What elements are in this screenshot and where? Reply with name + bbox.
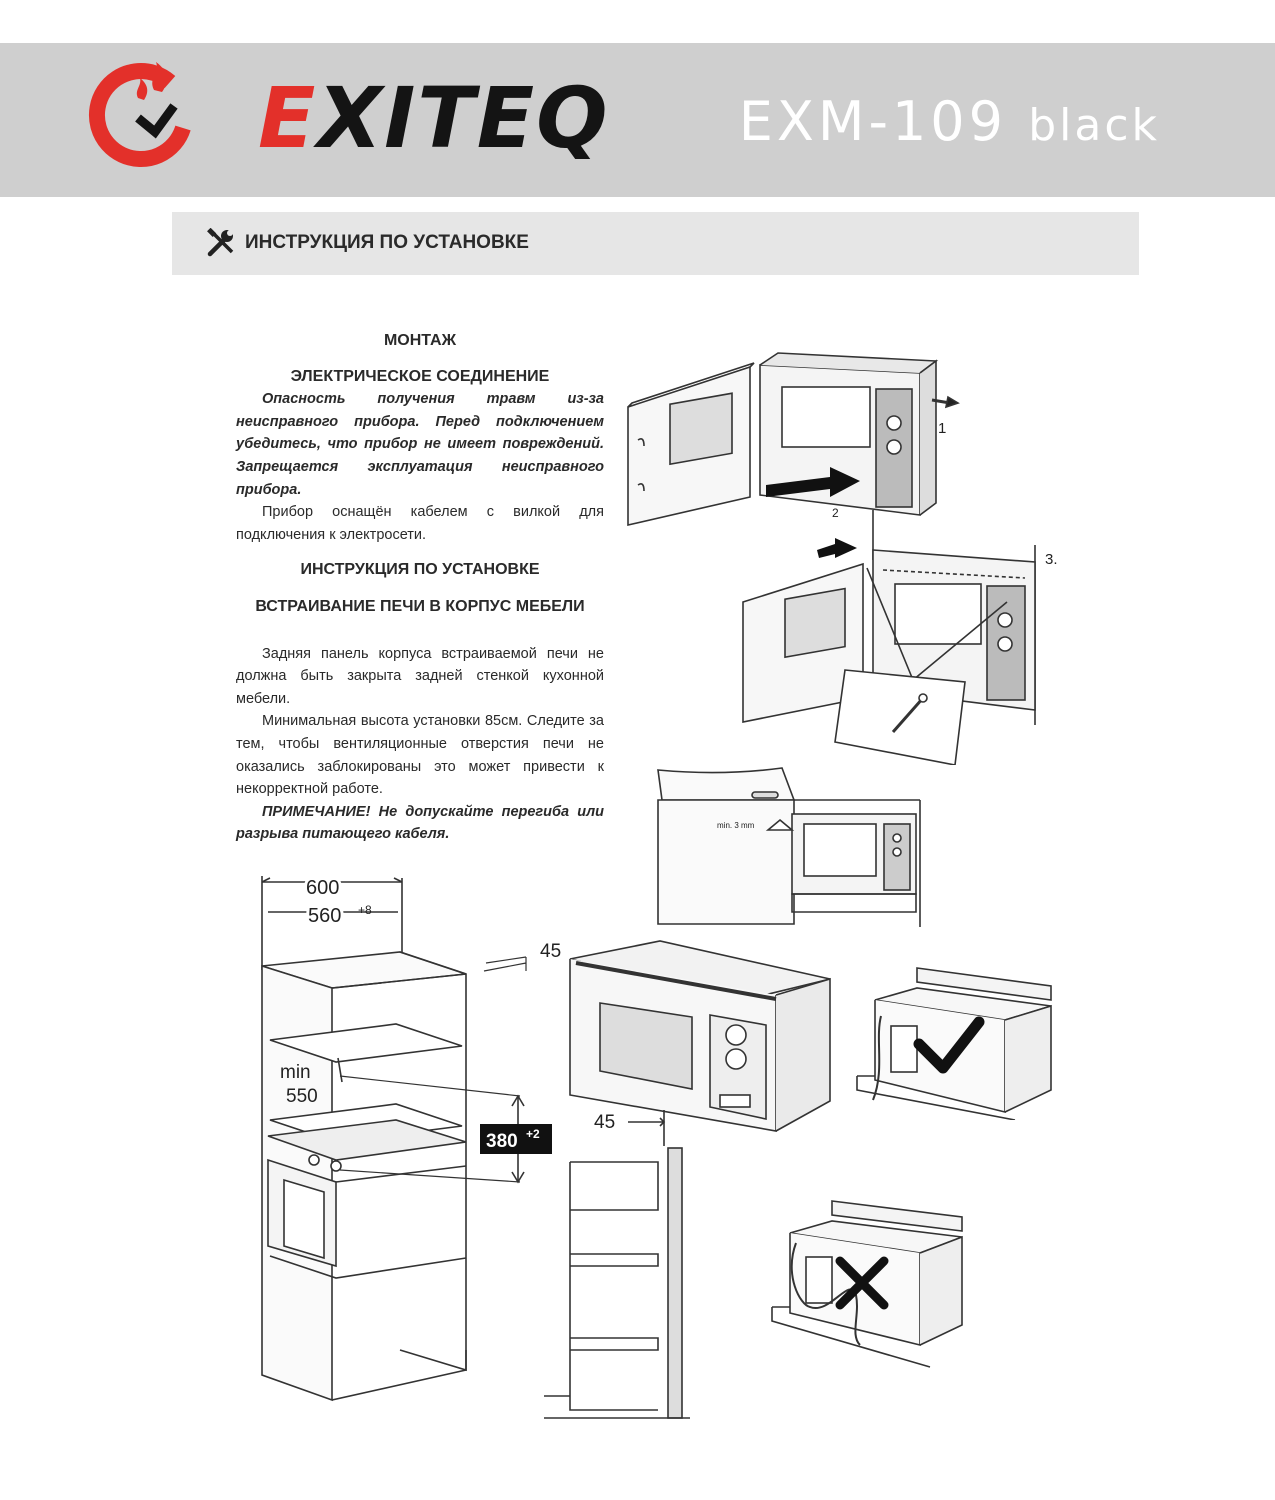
section-header (172, 212, 1139, 275)
section-title: ИНСТРУКЦИЯ ПО УСТАНОВКЕ (245, 232, 529, 253)
step-3-arrow (817, 538, 857, 558)
heading-install: ИНСТРУКЦИЯ ПО УСТАНОВКЕ (300, 561, 540, 579)
note-paragraph (236, 801, 604, 846)
mounting-step-3 (735, 510, 1070, 765)
min-height-paragraph: Минимальная высота установки 85см. Следите за тем, чтобы вентиляционные отверстия печи не оказались заблокированы это может привести к некорректной работе. (236, 713, 604, 798)
heading-builtin: ВСТРАИВАНИЕ ПЕЧИ В КОРПУС МЕБЕЛИ (255, 597, 585, 615)
brand-logo[interactable] (78, 58, 610, 173)
step-3-label: 3. (1045, 551, 1058, 568)
back-panel-paragraph: Задняя панель корпуса встраиваемой печи не должна быть закрыта задней стенкой кухонной мебели. (236, 645, 604, 707)
dim-45-side: 45 (594, 1112, 616, 1133)
logo-wordmark: EXITEQ (258, 69, 610, 167)
warning-paragraph: Опасность получения травм из-за неисправного прибора. Перед подключением убедитесь, что прибор не имеет повреждений. Запрещается эксплуатация неисправного прибора. (236, 391, 604, 498)
gap-label: min. 3 mm (717, 821, 755, 830)
dim-600: 600 (306, 877, 340, 899)
dim-380: 380 (486, 1131, 518, 1152)
model-name: EXM-109 black (738, 90, 1160, 153)
dim-550: 550 (286, 1086, 318, 1107)
step-1-label: 1 (938, 420, 947, 437)
dim-380-tolerance: +2 (526, 1127, 540, 1141)
dim-560: 560 (308, 905, 342, 927)
note-text: Не допускайте перегиба или разрыва питающего кабеля. (236, 803, 604, 843)
cable-paragraph: Прибор оснащён кабелем с вилкой для подключения к электросети. (236, 504, 604, 543)
flame-circle-icon (78, 58, 258, 173)
dim-560-tolerance: +8 (358, 903, 372, 917)
note-label: ПРИМЕЧАНИЕ! (262, 803, 371, 820)
instruction-text (236, 330, 604, 846)
cable-incorrect (770, 1195, 970, 1370)
heading-montage: МОНТАЖ (383, 332, 457, 349)
step-2-label: 2 (832, 506, 839, 520)
tools-icon (206, 228, 236, 258)
dim-min: min (280, 1062, 311, 1083)
heading-electric: ЭЛЕКТРИЧЕСКОЕ СОЕДИНЕНИЕ (290, 367, 550, 385)
min-gap-detail (652, 762, 942, 927)
side-profile (540, 1100, 700, 1430)
cable-correct (855, 960, 1055, 1120)
dim-45-top: 45 (540, 941, 562, 962)
